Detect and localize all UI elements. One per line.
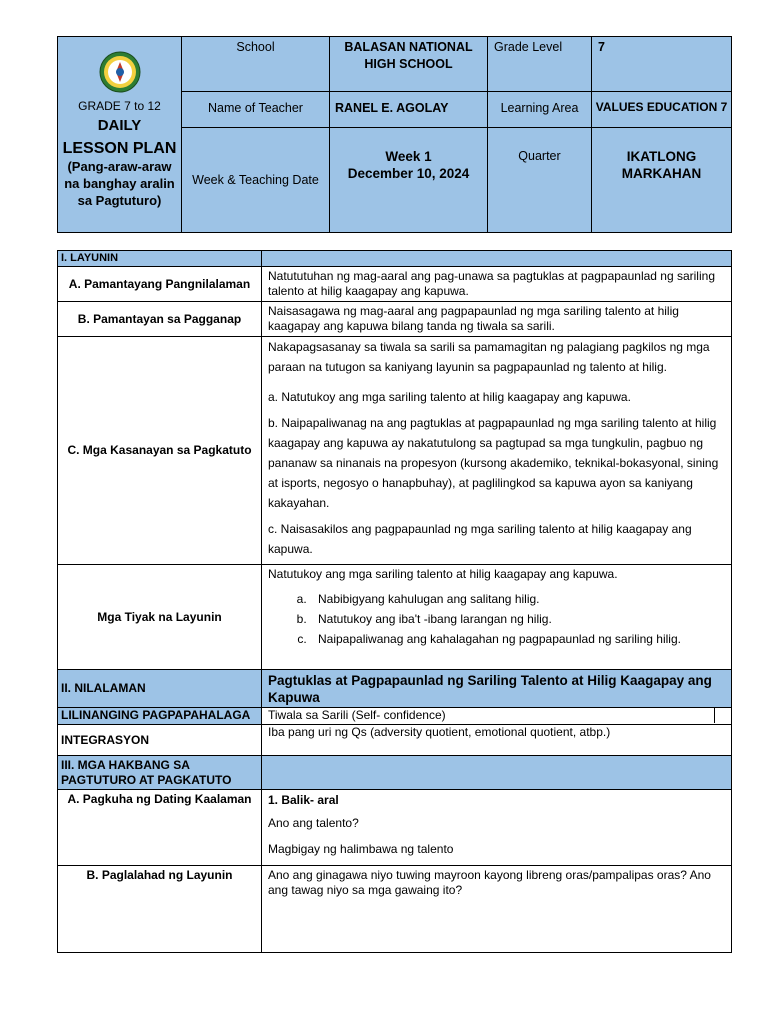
paglalahad-text: Ano ang ginagawa niyo tuwing mayroon kayong libreng oras/pampalipas oras? Ano ang tawag niyo sa mga gawaing ito? <box>262 866 732 953</box>
kasanayan-c: c. Naisasakilos ang pagpapaunlad ng mga sariling talento at hilig kaagapay ang kapuwa. <box>268 522 692 556</box>
kasanayan-a: a. Natutukoy ang mga sariling talento at hilig kaagapay ang kapuwa. <box>268 390 631 404</box>
balik-title: 1. Balik- aral <box>268 793 339 807</box>
lesson-plan-table <box>57 250 732 953</box>
integrasyon-text: Iba pang uri ng Qs (adversity quotient, emotional quotient, atbp.) <box>262 725 732 756</box>
grade-label: Grade Level <box>488 37 592 92</box>
plan-title-lesson-plan: LESSON PLAN <box>62 140 177 157</box>
balik-q1: Ano ang talento? <box>268 816 359 830</box>
lilinang-label: LILINANGING PAGPAPAHALAGA <box>58 708 262 725</box>
pamantayang-nilalaman-label: A. Pamantayang Pangnilalaman <box>58 267 262 302</box>
nilalaman-label: II. NILALAMAN <box>58 670 262 708</box>
paglalahad-label: B. Paglalahad ng Layunin <box>58 866 262 953</box>
lilinang-text: Tiwala sa Sarili (Self- confidence) <box>268 708 446 722</box>
layunin-blank <box>262 251 732 267</box>
list-item: c. Naipapaliwanag ang kahalagahan ng pagpapaunlad ng sariling hilig. <box>310 629 725 649</box>
nilalaman-text: Pagtuklas at Pagpapaunlad ng Sariling Talento at Hilig Kaagapay ang Kapuwa <box>262 670 732 708</box>
layunin-title: I. LAYUNIN <box>58 251 262 267</box>
week-cell <box>330 128 488 233</box>
tiyak-intro: Natutukoy ang mga sariling talento at hilig kaagapay ang kapuwa. <box>268 567 618 581</box>
area-value: VALUES EDUCATION 7 <box>592 92 732 128</box>
area-label: Learning Area <box>488 92 592 128</box>
week-label: Week & Teaching Date <box>182 128 330 233</box>
pamantayan-pagganap-text: Naisasagawa ng mag-aaral ang pagpapaunlad ng mga sariling talento at hilig kaagapay ang kapuwa bilang tanda ng tiwala sa sarili. <box>262 302 732 337</box>
hakbang-blank <box>262 756 732 790</box>
school-value: BALASAN NATIONAL HIGH SCHOOL <box>330 37 488 92</box>
tiyak-label: Mga Tiyak na Layunin <box>58 565 262 670</box>
plan-title-daily: DAILY <box>97 117 142 134</box>
school-label: School <box>182 37 330 92</box>
pagkuha-cell <box>262 790 732 866</box>
quarter-value: IKATLONG MARKAHAN <box>592 128 732 233</box>
list-item: b. Natutukoy ang iba't -ibang larangan ng hilig. <box>310 609 725 629</box>
pamantayang-nilalaman-text: Natututuhan ng mag-aaral ang pag-unawa sa pagtuklas at pagpapaunlad ng sariling talento at hilig kaagapay ang kapuwa. <box>262 267 732 302</box>
school-seal-icon <box>99 51 141 93</box>
teacher-value: RANEL E. AGOLAY <box>330 92 488 128</box>
pagkuha-label: A. Pagkuha ng Dating Kaalaman <box>58 790 262 866</box>
title-cell <box>58 37 182 233</box>
balik-q2: Magbigay ng halimbawa ng talento <box>268 842 454 856</box>
kasanayan-intro: Nakapagsasanay sa tiwala sa sarili sa pamamagitan ng palagiang pagkilos ng mga paraan na tutugon sa kaniyang layunin sa pagpapaunlad ng talento at hilig. <box>268 340 710 374</box>
pamantayan-pagganap-label: B. Pamantayan sa Pagganap <box>58 302 262 337</box>
teacher-label: Name of Teacher <box>182 92 330 128</box>
week-value: Week 1 <box>385 149 432 164</box>
hakbang-label: III. MGA HAKBANG SA PAGTUTURO AT PAGKATUTO <box>58 756 262 790</box>
date-value: December 10, 2024 <box>347 166 470 181</box>
tiyak-cell <box>262 565 732 670</box>
kasanayan-label: C. Mga Kasanayan sa Pagkatuto <box>58 337 262 565</box>
list-item: a. Nabibigyang kahulugan ang salitang hilig. <box>310 589 725 609</box>
integrasyon-label: INTEGRASYON <box>58 725 262 756</box>
quarter-label: Quarter <box>488 128 592 233</box>
grade-value: 7 <box>592 37 732 92</box>
tiyak-list <box>268 589 725 649</box>
kasanayan-cell <box>262 337 732 565</box>
kasanayan-b: b. Naipapaliwanag na ang pagtuklas at pagpapaunlad ng mga sariling talento at hilig kaagapay ang kapuwa ay nakatutulong sa pagtupad sa mga tungkulin, pagbuo ng pananaw sa ninanais na propesyon (kursong akademiko, teknikal-bokasyonal, sining at isports, negosyo o hanapbuhay), at paglilingkod sa kapuwa ayon sa kaniyang kakayahan. <box>268 416 719 510</box>
grade-range: GRADE 7 to 12 <box>78 99 161 113</box>
plan-subtitle: (Pang-araw-araw na banghay aralin sa Pagtuturo) <box>64 159 175 208</box>
lilinang-cell <box>262 708 732 725</box>
header-table <box>57 36 732 233</box>
